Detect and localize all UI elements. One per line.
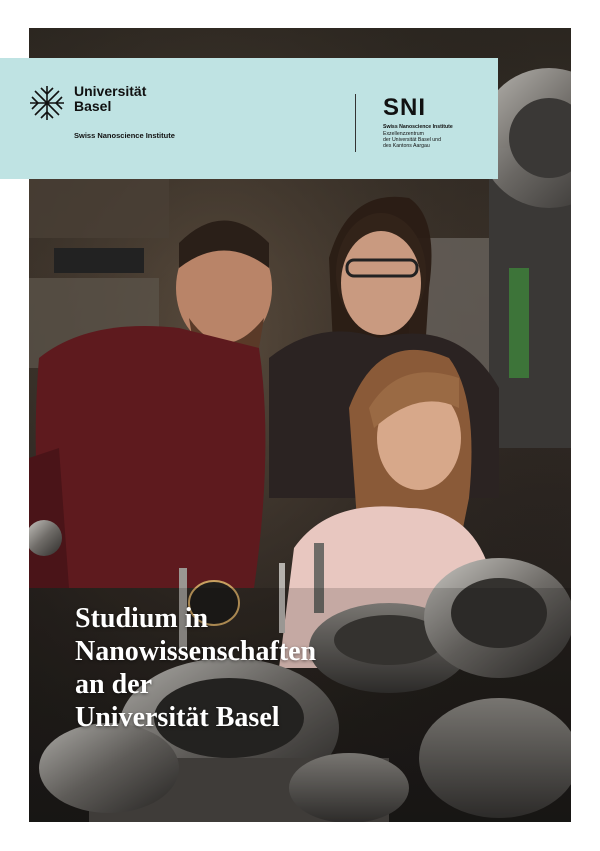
university-name-line2: Basel [74,98,112,114]
sni-logo: SNI [383,94,427,121]
cover-headline [75,602,515,734]
sni-title: Swiss Nanoscience Institute [383,124,453,130]
headline-line-3: an der [75,669,152,700]
sni-line-3: des Kantons Aargau [383,143,430,149]
sni-line-2: der Universität Basel und [383,137,441,143]
university-name [74,84,146,114]
university-basel-logo-icon [28,84,66,122]
headline-line-4: Universität Basel [75,702,280,733]
sni-line-1: Exzellenzzentrum [383,131,424,137]
header-band [0,58,498,179]
university-subtitle: Swiss Nanoscience Institute [74,131,175,140]
headline-line-1: Studium in [75,603,209,634]
headline-line-2: Nanowissenschaften [75,636,317,667]
logo-divider [355,94,356,152]
university-name-line1: Universität [74,83,147,99]
